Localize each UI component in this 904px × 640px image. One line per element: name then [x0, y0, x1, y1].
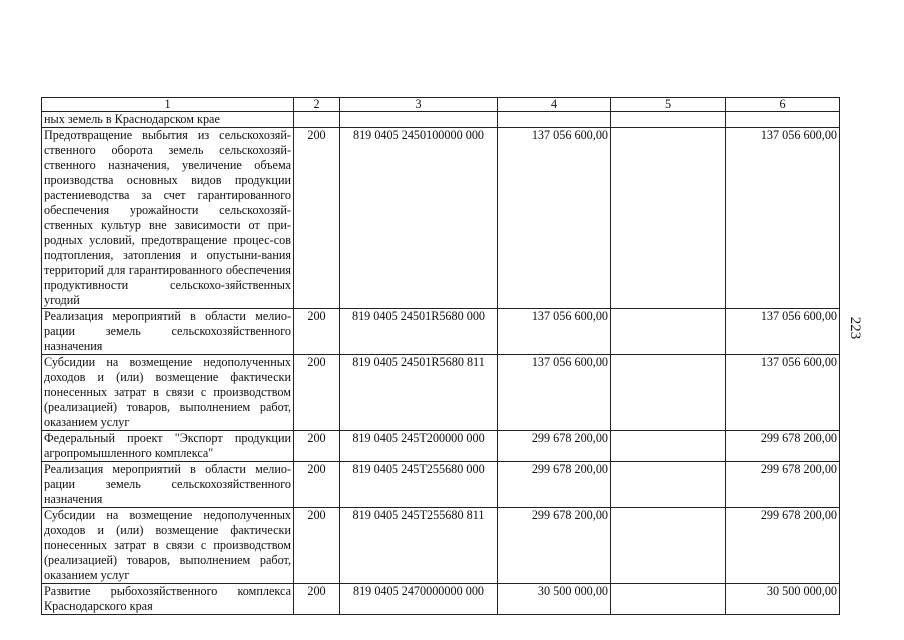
row-total	[726, 112, 840, 128]
row-change	[611, 128, 726, 309]
row-name: ных земель в Краснодарском крае	[42, 112, 294, 128]
column-header: 5	[611, 98, 726, 112]
row-change	[611, 462, 726, 508]
row-code: 819 0405 245T255680 000	[340, 462, 498, 508]
row-amount: 137 056 600,00	[498, 309, 611, 355]
row-total: 137 056 600,00	[726, 355, 840, 431]
row-change	[611, 355, 726, 431]
row-code: 819 0405 24501R5680 000	[340, 309, 498, 355]
column-header: 3	[340, 98, 498, 112]
table-row	[42, 462, 840, 508]
page-number: 223	[847, 316, 863, 340]
table-row	[42, 128, 840, 309]
row-total: 30 500 000,00	[726, 584, 840, 615]
column-header: 4	[498, 98, 611, 112]
row-group: 200	[294, 309, 340, 355]
row-total: 137 056 600,00	[726, 309, 840, 355]
table-row	[42, 584, 840, 615]
row-name: Федеральный проект "Экспорт продукции агропромышленного комплекса"	[42, 431, 294, 462]
row-group: 200	[294, 462, 340, 508]
row-group: 200	[294, 508, 340, 584]
row-name: Реализация мероприятий в области мелио-рации земель сельскохозяйственного назначения	[42, 462, 294, 508]
row-code: 819 0405 245T200000 000	[340, 431, 498, 462]
row-amount: 299 678 200,00	[498, 431, 611, 462]
column-header: 2	[294, 98, 340, 112]
row-group: 200	[294, 431, 340, 462]
row-name: Субсидии на возмещение недополученных доходов и (или) возмещение фактически понесенных затрат в связи с производством (реализацией) товаров, выполнением работ, оказанием услуг	[42, 355, 294, 431]
table-row	[42, 355, 840, 431]
row-name: Предотвращение выбытия из сельскохозяй-ственного оборота земель сельскохозяй-ственного назначения, увеличение объема производства основных видов продукции растениеводства за счет гарантированного обеспечения урожайности сельскохозяй-ственных культур вне зависимости от при-родных условий, предотвращение процес-сов подтопления, затопления и опустыни-вания территорий для гарантированного обеспечения продуктивности сельскохо-зяйственных угодий	[42, 128, 294, 309]
budget-table	[41, 97, 840, 615]
row-group: 200	[294, 355, 340, 431]
row-name: Развитие рыбохозяйственного комплекса Краснодарского края	[42, 584, 294, 615]
row-group: 200	[294, 128, 340, 309]
table-row	[42, 112, 840, 128]
table-row	[42, 309, 840, 355]
table-row	[42, 431, 840, 462]
row-code: 819 0405 2470000000 000	[340, 584, 498, 615]
row-amount	[498, 112, 611, 128]
row-amount: 137 056 600,00	[498, 355, 611, 431]
column-header: 1	[42, 98, 294, 112]
row-change	[611, 431, 726, 462]
row-name: Реализация мероприятий в области мелио-рации земель сельскохозяйственного назначения	[42, 309, 294, 355]
row-group	[294, 112, 340, 128]
column-header: 6	[726, 98, 840, 112]
row-amount: 137 056 600,00	[498, 128, 611, 309]
row-code: 819 0405 245T255680 811	[340, 508, 498, 584]
row-change	[611, 112, 726, 128]
row-change	[611, 508, 726, 584]
row-code	[340, 112, 498, 128]
row-code: 819 0405 24501R5680 811	[340, 355, 498, 431]
row-amount: 299 678 200,00	[498, 462, 611, 508]
row-amount: 299 678 200,00	[498, 508, 611, 584]
row-total: 137 056 600,00	[726, 128, 840, 309]
row-code: 819 0405 2450100000 000	[340, 128, 498, 309]
table-header-row	[42, 98, 840, 112]
row-change	[611, 309, 726, 355]
row-total: 299 678 200,00	[726, 431, 840, 462]
table-row	[42, 508, 840, 584]
row-total: 299 678 200,00	[726, 508, 840, 584]
row-change	[611, 584, 726, 615]
row-group: 200	[294, 584, 340, 615]
row-name: Субсидии на возмещение недополученных доходов и (или) возмещение фактически понесенных затрат в связи с производством (реализацией) товаров, выполнением работ, оказанием услуг	[42, 508, 294, 584]
row-total: 299 678 200,00	[726, 462, 840, 508]
row-amount: 30 500 000,00	[498, 584, 611, 615]
